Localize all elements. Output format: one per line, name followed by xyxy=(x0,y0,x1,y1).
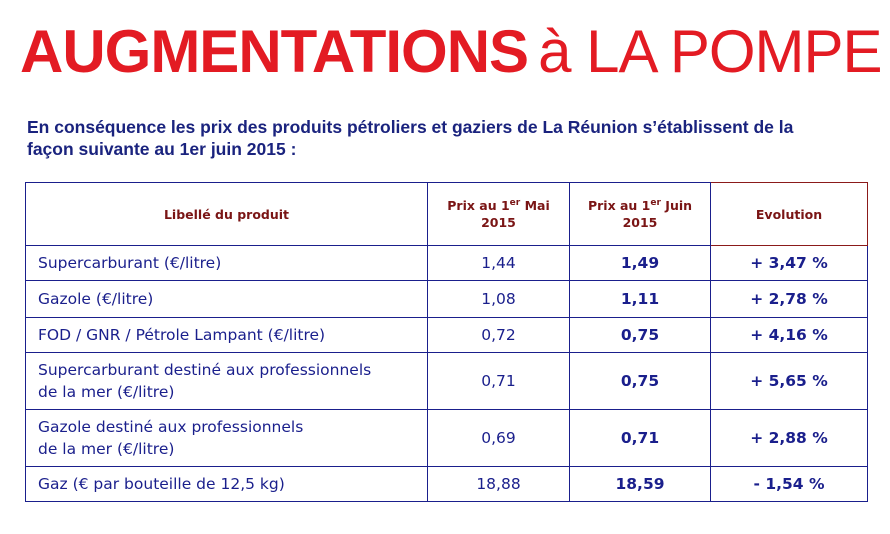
price-june: 0,75 xyxy=(570,353,711,410)
product-label: Gazole destiné aux professionnels de la mer (€/litre) xyxy=(26,410,428,467)
table-row xyxy=(26,353,868,410)
price-june: 0,71 xyxy=(570,410,711,467)
product-label: FOD / GNR / Pétrole Lampant (€/litre) xyxy=(26,318,428,353)
title-light: à LA POMPE xyxy=(538,18,882,85)
title-bold: AUGMENTATIONS xyxy=(20,18,529,85)
price-may: 1,08 xyxy=(428,281,570,318)
price-june: 1,49 xyxy=(570,246,711,281)
price-may: 1,44 xyxy=(428,246,570,281)
product-label: Supercarburant (€/litre) xyxy=(26,246,428,281)
price-may: 0,71 xyxy=(428,353,570,410)
price-table xyxy=(25,182,868,502)
intro-line-1: En conséquence les prix des produits pétroliers et gaziers de La Réunion s’établissent de la xyxy=(27,117,794,137)
price-june: 18,59 xyxy=(570,467,711,502)
table-row xyxy=(26,318,868,353)
intro-line-2: façon suivante au 1er juin 2015 : xyxy=(27,139,297,159)
price-may: 18,88 xyxy=(428,467,570,502)
header-june: Prix au 1er Juin 2015 xyxy=(570,183,711,246)
price-may: 0,69 xyxy=(428,410,570,467)
evolution-value: + 4,16 % xyxy=(711,318,868,353)
price-june: 1,11 xyxy=(570,281,711,318)
header-row xyxy=(26,183,868,246)
evolution-value: + 2,78 % xyxy=(711,281,868,318)
intro-text xyxy=(27,116,877,160)
header-evolution: Evolution xyxy=(711,183,868,246)
table-row xyxy=(26,246,868,281)
price-june: 0,75 xyxy=(570,318,711,353)
table-row xyxy=(26,467,868,502)
product-label: Gaz (€ par bouteille de 12,5 kg) xyxy=(26,467,428,502)
evolution-value: + 3,47 % xyxy=(711,246,868,281)
header-product: Libellé du produit xyxy=(26,183,428,246)
price-may: 0,72 xyxy=(428,318,570,353)
page-title xyxy=(20,18,882,85)
product-label: Gazole (€/litre) xyxy=(26,281,428,318)
evolution-value: - 1,54 % xyxy=(711,467,868,502)
evolution-value: + 5,65 % xyxy=(711,353,868,410)
table-row xyxy=(26,281,868,318)
header-may: Prix au 1er Mai 2015 xyxy=(428,183,570,246)
table-row xyxy=(26,410,868,467)
product-label: Supercarburant destiné aux professionnels de la mer (€/litre) xyxy=(26,353,428,410)
evolution-value: + 2,88 % xyxy=(711,410,868,467)
